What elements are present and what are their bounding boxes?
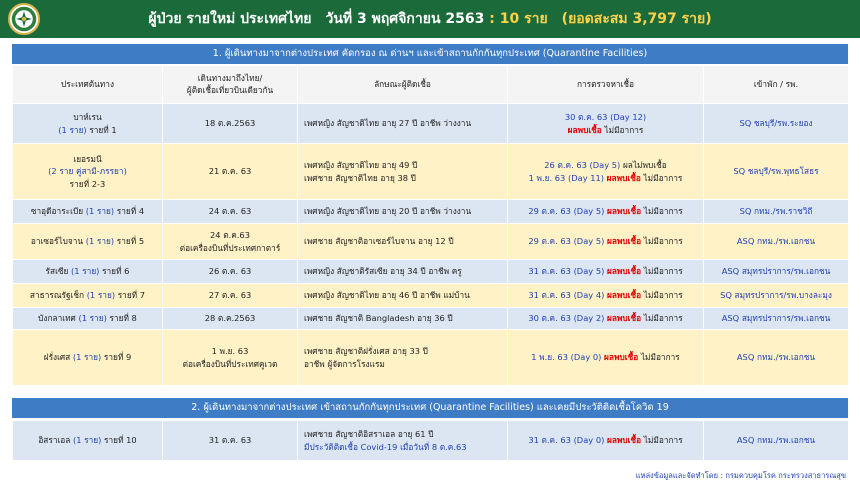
cell-arrival: 31 ต.ค. 63 [163, 421, 298, 461]
cell-origin: สาธารณรัฐเช็ก (1 ราย) รายที่ 7 [13, 284, 163, 308]
cell-test: 31 ต.ค. 63 (Day 4) ผลพบเชื้อ ไม่มีอาการ [508, 284, 704, 308]
col-header-profile: ลักษณะผู้ติดเชื้อ [298, 66, 508, 104]
section-1-table [12, 65, 849, 386]
table-row [13, 284, 849, 308]
cell-facility: SQ กทม./รพ.ราชวิถี [704, 200, 849, 224]
cell-origin: ซาอุดีอาระเบีย (1 ราย) รายที่ 4 [13, 200, 163, 224]
cell-origin: เยอรมนี (2 ราย คู่สามี-ภรรยา) รายที่ 2-3 [13, 144, 163, 200]
cell-arrival: 24 ต.ค. 63 [163, 200, 298, 224]
table-row [13, 260, 849, 284]
cell-profile: เพศชาย สัญชาติอิสราเอล อายุ 61 ปี มีประวัติติดเชื้อ Covid-19 เมื่อวันที่ 8 ต.ค.63 [298, 421, 508, 461]
cell-test: 30 ต.ค. 63 (Day 12) ผลพบเชื้อ ไม่มีอาการ [508, 104, 704, 144]
cell-profile: เพศชาย สัญชาติ Bangladesh อายุ 36 ปี [298, 308, 508, 330]
cell-origin: ฝรั่งเศส (1 ราย) รายที่ 9 [13, 330, 163, 386]
table-row [13, 330, 849, 386]
cell-profile: เพศหญิง สัญชาติไทย อายุ 46 ปี อาชีพ แม่บ้าน [298, 284, 508, 308]
table-row [13, 144, 849, 200]
cell-arrival: 21 ต.ค. 63 [163, 144, 298, 200]
page-title [0, 0, 860, 38]
cell-origin: บาห์เรน (1 ราย) รายที่ 1 [13, 104, 163, 144]
table-row [13, 308, 849, 330]
cell-facility: ASQ กทม./รพ.เอกชน [704, 421, 849, 461]
cumulative-count: (ยอดสะสม 3,797 ราย) [561, 11, 712, 27]
section-2-title: 2. ผู้เดินทางมาจากต่างประเทศ เข้าสถานกักกันทุกประเทศ (Quarantine Facilities) และเคยมีประวัติติดเชื้อโควิด 19 [12, 398, 848, 418]
col-header-arrival: เดินทางมาถึงไทย/ ผู้ติดเชื้อเที่ยวบินเดียวกัน [163, 66, 298, 104]
col-header-test: การตรวจหาเชื้อ [508, 66, 704, 104]
cell-test: 29 ต.ค. 63 (Day 5) ผลพบเชื้อ ไม่มีอาการ [508, 200, 704, 224]
table-header-row [13, 66, 849, 104]
cell-profile: เพศหญิง สัญชาติไทย อายุ 49 ปี เพศชาย สัญชาติไทย อายุ 38 ปี [298, 144, 508, 200]
cell-test: 26 ต.ค. 63 (Day 5) ผลไม่พบเชื้อ 1 พ.ย. 63 (Day 11) ผลพบเชื้อ ไม่มีอาการ [508, 144, 704, 200]
cell-arrival: 26 ต.ค. 63 [163, 260, 298, 284]
cell-facility: ASQ สมุทรปราการ/รพ.เอกชน [704, 308, 849, 330]
table-row [13, 200, 849, 224]
cell-profile: เพศชาย สัญชาติฝรั่งเศส อายุ 33 ปี อาชีพ ผู้จัดการโรงแรม [298, 330, 508, 386]
source-footer: แหล่งข้อมูลและจัดทำโดย : กรมควบคุมโรค กระทรวงสาธารณสุข [635, 471, 846, 480]
title-date: วันที่ 3 พฤศจิกายน 2563 [325, 11, 485, 27]
cell-facility: SQ สมุทรปราการ/รพ.บางละมุง [704, 284, 849, 308]
title-main: ผู้ป่วย รายใหม่ ประเทศไทย [148, 11, 312, 27]
cell-arrival: 18 ต.ค.2563 [163, 104, 298, 144]
cell-facility: ASQ กทม./รพ.เอกชน [704, 330, 849, 386]
col-header-facility: เข้าพัก / รพ. [704, 66, 849, 104]
section-2-table [12, 420, 849, 461]
cell-test: 30 ต.ค. 63 (Day 2) ผลพบเชื้อ ไม่มีอาการ [508, 308, 704, 330]
col-header-origin: ประเทศต้นทาง [13, 66, 163, 104]
cell-origin: รัสเซีย (1 ราย) รายที่ 6 [13, 260, 163, 284]
table-row [13, 421, 849, 461]
cell-facility: ASQ กทม./รพ.เอกชน [704, 224, 849, 260]
cell-facility: SQ ชลบุรี/รพ.พุทธโสธร [704, 144, 849, 200]
cell-profile: เพศหญิง สัญชาติรัสเซีย อายุ 34 ปี อาชีพ ครู [298, 260, 508, 284]
cell-test: 1 พ.ย. 63 (Day 0) ผลพบเชื้อ ไม่มีอาการ [508, 330, 704, 386]
cell-origin: อาเซอร์ไบจาน (1 ราย) รายที่ 5 [13, 224, 163, 260]
cell-arrival: 27 ต.ค. 63 [163, 284, 298, 308]
title-separator: : [489, 11, 495, 27]
cell-arrival: 28 ต.ค.2563 [163, 308, 298, 330]
cell-test: 31 ต.ค. 63 (Day 0) ผลพบเชื้อ ไม่มีอาการ [508, 421, 704, 461]
cell-facility: ASQ สมุทรปราการ/รพ.เอกชน [704, 260, 849, 284]
table-row [13, 104, 849, 144]
page-header [0, 0, 860, 38]
cell-test: 31 ต.ค. 63 (Day 5) ผลพบเชื้อ ไม่มีอาการ [508, 260, 704, 284]
new-case-count: 10 ราย [499, 11, 548, 27]
cell-arrival: 24 ต.ค.63 ต่อเครื่องบินที่ประเทศกาตาร์ [163, 224, 298, 260]
cell-test: 29 ต.ค. 63 (Day 5) ผลพบเชื้อ ไม่มีอาการ [508, 224, 704, 260]
table-row [13, 224, 849, 260]
cell-origin: บังกลาเทศ (1 ราย) รายที่ 8 [13, 308, 163, 330]
cell-profile: เพศหญิง สัญชาติไทย อายุ 27 ปี อาชีพ ว่างงาน [298, 104, 508, 144]
cell-profile: เพศชาย สัญชาติอาเซอร์ไบจาน อายุ 12 ปี [298, 224, 508, 260]
cell-profile: เพศหญิง สัญชาติไทย อายุ 20 ปี อาชีพ ว่างงาน [298, 200, 508, 224]
section-1-title: 1. ผู้เดินทางมาจากต่างประเทศ คัดกรอง ณ ด่านฯ และเข้าสถานกักกันทุกประเทศ (Quarantine Facilities) [12, 44, 848, 64]
cell-arrival: 1 พ.ย. 63 ต่อเครื่องบินที่ประเทศคูเวต [163, 330, 298, 386]
cell-facility: SQ ชลบุรี/รพ.ระยอง [704, 104, 849, 144]
cell-origin: อิสราเอล (1 ราย) รายที่ 10 [13, 421, 163, 461]
